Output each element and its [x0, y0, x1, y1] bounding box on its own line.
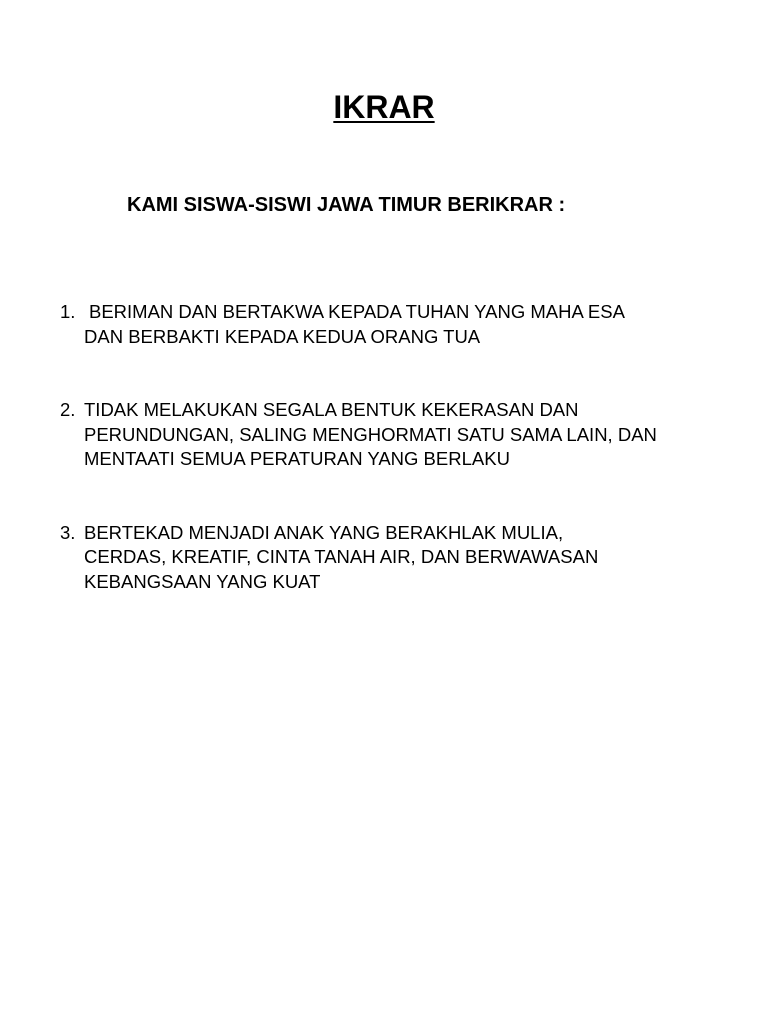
- pledge-line: TIDAK MELAKUKAN SEGALA BENTUK KEKERASAN DAN: [84, 399, 579, 420]
- document-subtitle: KAMI SISWA-SISWI JAWA TIMUR BERIKRAR :: [127, 194, 566, 216]
- pledge-number: 3.: [60, 521, 76, 543]
- pledge-item-1: [60, 300, 740, 349]
- pledge-line: KEBANGSAAN YANG KUAT: [84, 570, 321, 592]
- document-title: IKRAR: [333, 89, 435, 125]
- pledge-number: 2.: [60, 399, 76, 420]
- pledge-line: BERTEKAD MENJADI ANAK YANG BERAKHLAK MULIA,: [84, 521, 564, 543]
- pledge-line: PERUNDUNGAN, SALING MENGHORMATI SATU SAMA LAIN, DAN: [84, 423, 657, 445]
- pledge-line: DAN BERBAKTI KEPADA KEDUA ORANG TUA: [84, 325, 481, 347]
- pledge-line: BERIMAN DAN BERTAKWA KEPADA TUHAN YANG MAHA ESA: [89, 301, 625, 322]
- pledge-list: [60, 300, 740, 594]
- pledge-line: MENTAATI SEMUA PERATURAN YANG BERLAKU: [84, 448, 510, 469]
- pledge-item-2: [60, 398, 740, 472]
- pledge-number: 1.: [60, 301, 76, 322]
- pledge-item-3: [60, 521, 740, 595]
- pledge-line: CERDAS, KREATIF, CINTA TANAH AIR, DAN BERWAWASAN: [84, 546, 599, 567]
